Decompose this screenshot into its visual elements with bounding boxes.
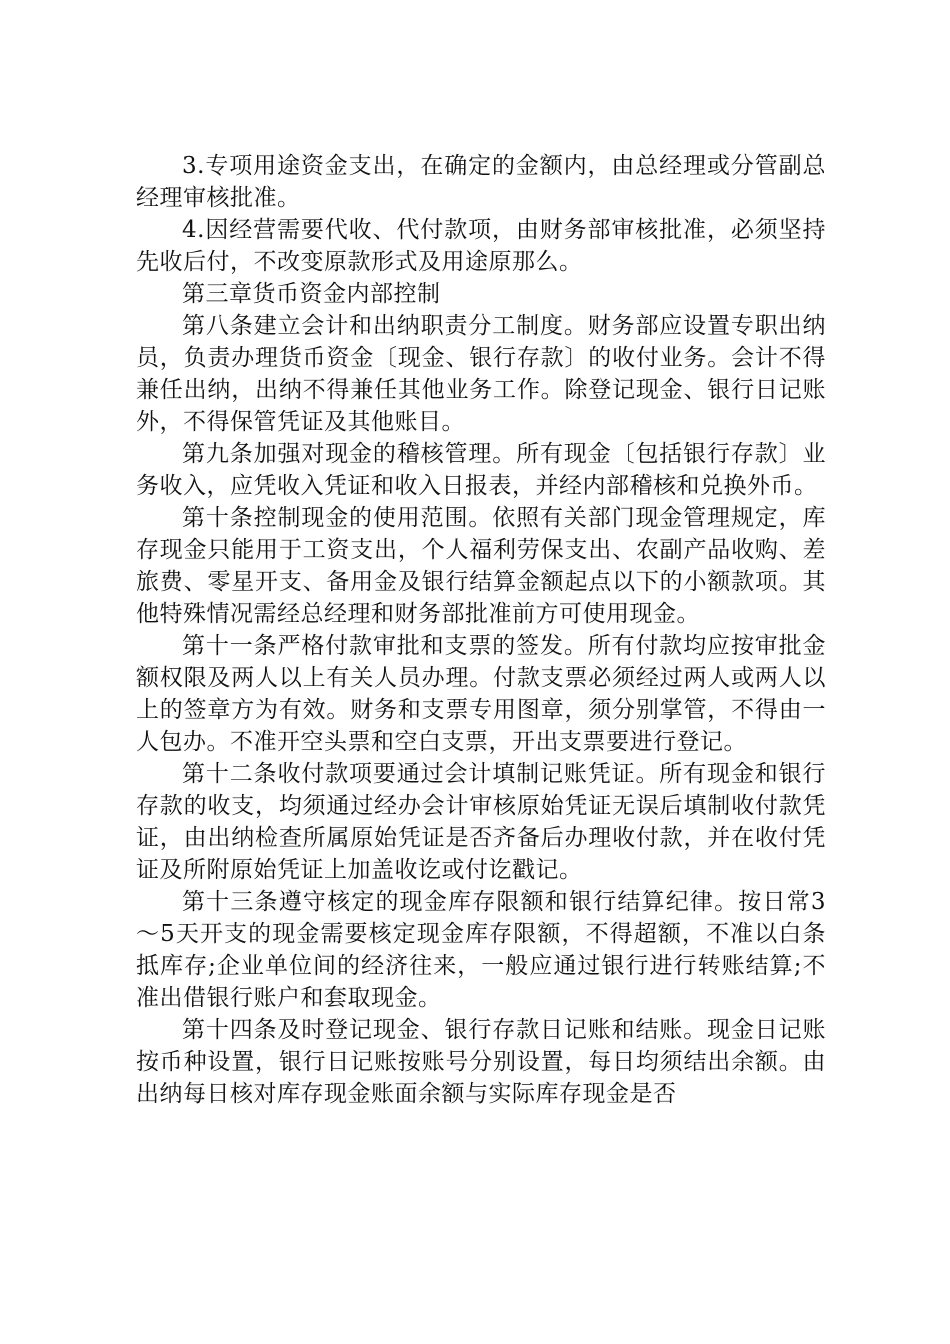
article-11: 第十一条严格付款审批和支票的签发。所有付款均应按审批金额权限及两人以上有关人员办理。付款支票必须经过两人或两人以上的签章方为有效。财务和支票专用图章，须分别掌管，不得由一人包办。不准开空头票和空白支票，开出支票要进行登记。 bbox=[136, 633, 826, 755]
paragraph-item-3: 3.专项用途资金支出，在确定的金额内，由总经理或分管副总经理审核批准。 bbox=[136, 153, 826, 211]
chapter-heading: 第三章货币资金内部控制 bbox=[182, 281, 441, 307]
article-8: 第八条建立会计和出纳职责分工制度。财务部应设置专职出纳员，负责办理货币资金〔现金、银行存款〕的收付业务。会计不得兼任出纳，出纳不得兼任其他业务工作。除登记现金、银行日记账外，不得保管凭证及其他账目。 bbox=[136, 313, 826, 435]
article-9: 第九条加强对现金的稽核管理。所有现金〔包括银行存款〕业务收入，应凭收入凭证和收入日报表，并经内部稽核和兑换外币。 bbox=[136, 441, 826, 499]
document-body bbox=[136, 150, 826, 1110]
paragraph-item-4: 4.因经营需要代收、代付款项，由财务部审核批准，必须坚持先收后付，不改变原款形式及用途原那么。 bbox=[136, 217, 826, 275]
article-12: 第十二条收付款项要通过会计填制记账凭证。所有现金和银行存款的收支，均须通过经办会计审核原始凭证无误后填制收付款凭证，由出纳检查所属原始凭证是否齐备后办理收付款，并在收付凭证及所附原始凭证上加盖收讫或付讫戳记。 bbox=[136, 761, 826, 883]
article-13: 第十三条遵守核定的现金库存限额和银行结算纪律。按日常3～5天开支的现金需要核定现金库存限额，不得超额，不准以白条抵库存;企业单位间的经济往来，一般应通过银行进行转账结算;不准出借银行账户和套取现金。 bbox=[136, 889, 826, 1011]
article-14: 第十四条及时登记现金、银行存款日记账和结账。现金日记账按币种设置，银行日记账按账号分别设置，每日均须结出余额。由出纳每日核对库存现金账面余额与实际库存现金是否 bbox=[136, 1017, 826, 1107]
article-10: 第十条控制现金的使用范围。依照有关部门现金管理规定，库存现金只能用于工资支出，个人福利劳保支出、农副产品收购、差旅费、零星开支、备用金及银行结算金额起点以下的小额款项。其他特殊情况需经总经理和财务部批准前方可使用现金。 bbox=[136, 505, 826, 627]
